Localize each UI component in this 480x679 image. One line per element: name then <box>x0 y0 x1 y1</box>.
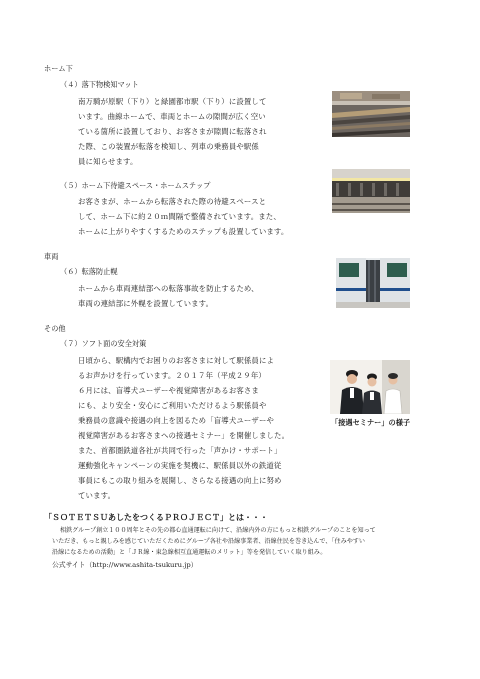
platform-mat-icon <box>332 91 410 137</box>
soft-line: また、首都圏鉄道各社が共同で行った「声かけ・サポート」 <box>78 446 282 455</box>
hood-line: ホームから車両連結部への転落事故を防止するため、 <box>78 284 259 293</box>
mat-heading: （４）落下物検知マット <box>60 80 139 89</box>
footer-official-site-link[interactable]: 公式サイト（http://www.ashita-tsukuru.jp） <box>52 561 198 569</box>
train-coupling-photo <box>336 258 410 308</box>
section-title-platform-below: ホーム下 <box>44 64 73 73</box>
soft-line: 乗務員の意識や接遇の向上を図るため「盲導犬ユーザーや <box>78 416 275 425</box>
soft-line: ６月には、盲導犬ユーザーや視覚障害があるお客さま <box>78 386 259 395</box>
mat-line: ている箇所に設置しており、お客さまが隙間に転落され <box>78 127 267 136</box>
underspace-icon <box>332 169 410 213</box>
soft-line: 事員にもこの取り組みを展開し、さらなる接遇の向上に努め <box>78 476 282 485</box>
footer-line: 相鉄グループ創立１００周年とその先の都心直通運転に向けて、沿線内外の方にもっと相鉄グループのことを知って <box>60 527 376 534</box>
footer-title: 「ＳＯＴＥＴＳＵあしたをつくるＰＲＯＪＥＣＴ」とは・・・ <box>44 513 268 522</box>
space-line: ホームに上がりやすくするためのステップも設置しています。 <box>78 227 289 236</box>
staff-seminar-photo <box>330 360 410 414</box>
mat-line: 員に知らせます。 <box>78 157 138 166</box>
platform-mat-photo <box>332 91 410 137</box>
space-line: して、ホーム下に約２０ｍ間隔で整備されています。また、 <box>78 212 281 221</box>
staff-seminar-icon <box>330 360 410 414</box>
space-heading: （５）ホーム下待避スペース・ホームステップ <box>60 181 211 190</box>
space-line: お客さまが、ホームから転落された際の待避スペースと <box>78 197 267 206</box>
soft-line: 視覚障害があるお客さまへの接遇セミナー」を開催しました。 <box>78 431 290 440</box>
mat-line: た際、この装置が転落を検知し、列車の乗務員や駅係 <box>78 142 259 151</box>
mat-line: 南万騎が原駅（下り）と緑園都市駅（下り）に設置して <box>78 97 267 106</box>
hood-line: 車両の連結部に外幌を設置しています。 <box>78 299 214 308</box>
hood-heading: （６）転落防止幌 <box>60 267 118 276</box>
footer-line: 沿線になるための活動」と「ＪＲ線・東急線相互直通運転のメリット」等を発信していく取り組み。 <box>52 549 327 556</box>
soft-line: 運動強化キャンペーンの実施を契機に、駅係員以外の鉄道従 <box>78 461 282 470</box>
soft-heading: （７）ソフト面の安全対策 <box>60 339 147 348</box>
seminar-caption: 「接遇セミナー」の様子 <box>331 418 411 427</box>
train-coupling-icon <box>336 258 410 308</box>
soft-line: ています。 <box>78 491 116 500</box>
soft-line: 日頃から、駅構内でお困りのお客さまに対して駅係員によ <box>78 356 275 365</box>
soft-line: るお声かけを行っています。２０１７年（平成２９年） <box>78 371 266 380</box>
section-title-other: その他 <box>44 324 66 333</box>
soft-line: にも、より安全・安心にご利用いただけるよう駅係員や <box>78 401 267 410</box>
platform-underspace-photo <box>332 169 410 213</box>
section-title-vehicle: 車両 <box>44 252 59 261</box>
mat-line: います。曲線ホームで、車両とホームの隙間が広く空い <box>78 112 266 121</box>
footer-line: いただき、もっと親しみを感じていただくためにグループ各社や沿線事業者、沿線住民を巻き込んで、「住みやすい <box>52 538 365 545</box>
